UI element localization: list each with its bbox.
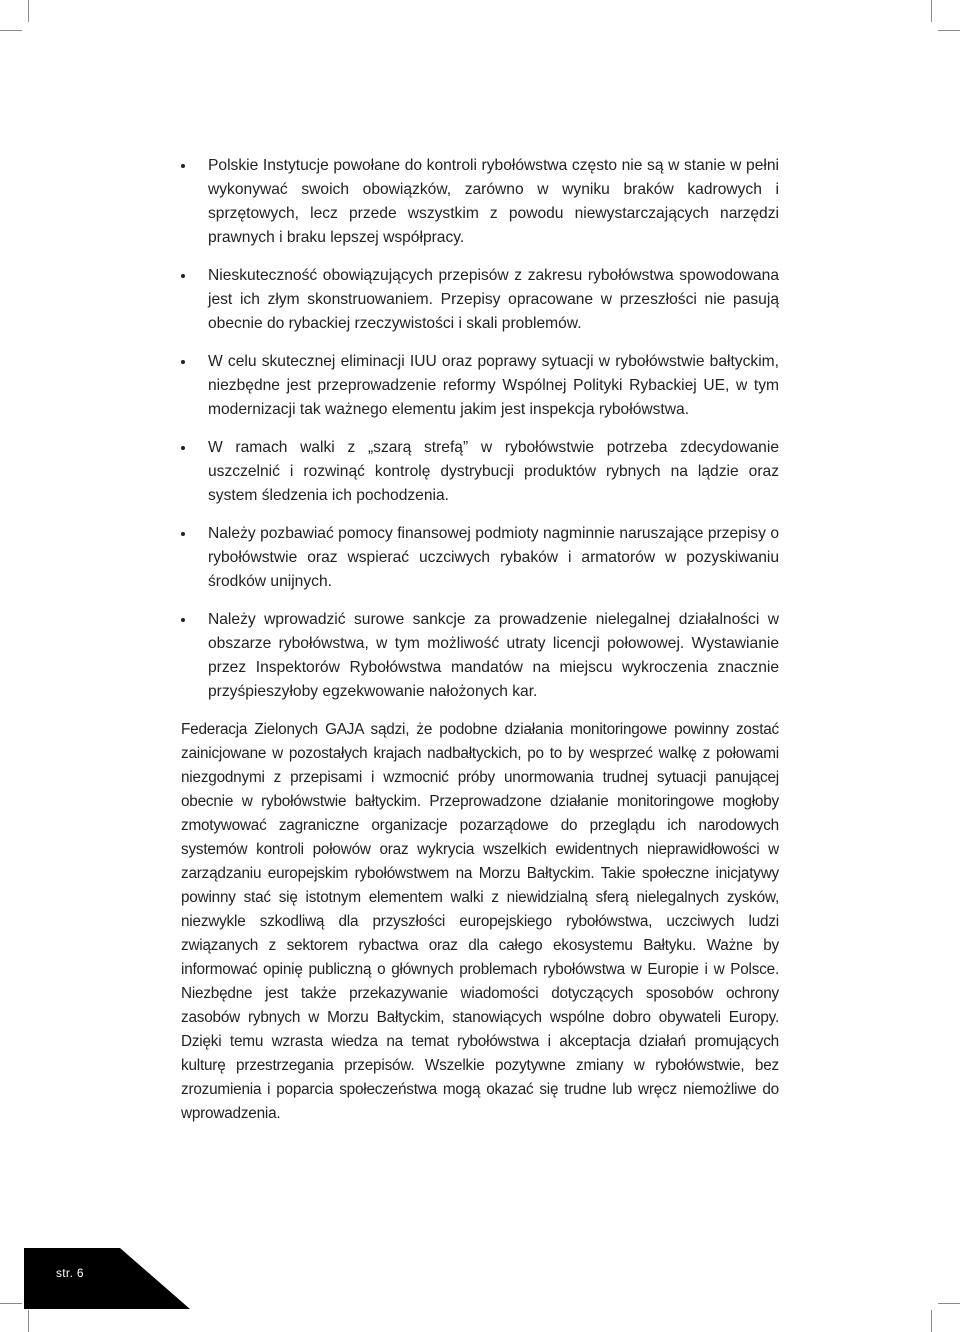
crop-mark-bottom-left xyxy=(28,1310,29,1332)
bullet-icon xyxy=(181,618,185,622)
list-item xyxy=(181,264,779,336)
bullet-icon xyxy=(181,446,185,450)
list-item-text: Należy pozbawiać pomocy finansowej podmioty nagminnie naruszające przepisy o rybołówstwie oraz wspierać uczciwych rybaków i armatorów w pozyskiwaniu środków unijnych. xyxy=(208,525,779,590)
summary-paragraph: Federacja Zielonych GAJA sądzi, że podobne działania monitoringowe powinny zostać zainicjowane w pozostałych krajach nadbałtyckich, po to by wesprzeć walkę z połowami niezgodnymi z przepisami i wzmocnić próby unormowania trudnej sytuacji panującej obecnie w rybołówstwie bałtyckim. Przeprowadzone działanie monitoringowe mogłoby zmotywować zagraniczne organizacje pozarządowe do przeglądu ich narodowych systemów kontroli połowów oraz wykrycia wszelkich ewidentnych nieprawidłowości w zarządzaniu europejskim rybołówstwem na Morzu Bałtyckim. Takie społeczne inicjatywy powinny stać się istotnym elementem walki z niewidzialną sferą nielegalnych zysków, niezwykle szkodliwą dla przyszłości europejskiego rybołówstwa, uczciwych ludzi związanych z sektorem rybactwa oraz dla całego ekosystemu Bałtyku. Ważne by informować opinię publiczną o głównych problemach rybołówstwa w Europie i w Polsce. Niezbędne jest także przekazywanie wiadomości dotyczących sposobów ochrony zasobów rybnych w Morzu Bałtyckim, stanowiących wspólne dobro obywateli Europy. Dzięki temu wzrasta wiedza na temat rybołówstwa i akceptacja działań promujących kulturę przestrzegania przepisów. Wszelkie pozytywne zmiany w rybołówstwie, bez zrozumienia i poparcia społeczeństwa mogą okazać się trudne lub wręcz niemożliwe do wprowadzenia. xyxy=(181,721,779,1122)
crop-mark-top-left-h xyxy=(0,30,22,31)
list-item-text: Nieskuteczność obowiązujących przepisów z zakresu rybołówstwa spowodowana jest ich złym skonstruowaniem. Przepisy opracowane w przeszłości nie pasują obecnie do rybackiej rzeczywistości i skali problemów. xyxy=(208,267,779,332)
crop-mark-bottom-right-h xyxy=(938,1303,960,1304)
crop-mark-top-right xyxy=(931,0,932,22)
list-item-text: Polskie Instytucje powołane do kontroli rybołówstwa często nie są w stanie w pełni wykonywać swoich obowiązków, zarówno w wyniku braków kadrowych i sprzętowych, lecz przede wszystkim z powodu niewystarczających narzędzi prawnych i braku lepszej współpracy. xyxy=(208,157,779,246)
page-number: str. 6 xyxy=(56,1266,84,1280)
bullet-icon xyxy=(181,274,185,278)
list-item xyxy=(181,154,779,250)
list-item xyxy=(181,522,779,594)
badge-shape xyxy=(24,1248,190,1309)
bullet-icon xyxy=(181,164,185,168)
page-content xyxy=(181,154,779,1126)
crop-mark-bottom-left-h xyxy=(0,1303,22,1304)
list-item-text: Należy wprowadzić surowe sankcje za prowadzenie nielegalnej działalności w obszarze rybołówstwa, w tym możliwość utraty licencji połowowej. Wystawianie przez Inspektorów Rybołówstwa mandatów na miejscu wykroczenia znacznie przyśpieszyłoby egzekwowanie nałożonych kar. xyxy=(208,611,779,700)
list-item xyxy=(181,350,779,422)
bullet-icon xyxy=(181,360,185,364)
conclusions-list xyxy=(181,154,779,704)
crop-mark-bottom-right xyxy=(931,1310,932,1332)
list-item-text: W celu skutecznej eliminacji IUU oraz poprawy sytuacji w rybołówstwie bałtyckim, niezbędne jest przeprowadzenie reformy Wspólnej Polityki Rybackiej UE, w tym modernizacji tak ważnego elementu jakim jest inspekcja rybołówstwa. xyxy=(208,353,779,418)
page-number-badge xyxy=(24,1248,190,1309)
crop-mark-top-left xyxy=(28,0,29,22)
crop-mark-top-right-h xyxy=(938,30,960,31)
list-item xyxy=(181,436,779,508)
list-item xyxy=(181,608,779,704)
bullet-icon xyxy=(181,532,185,536)
list-item-text: W ramach walki z „szarą strefą” w rybołówstwie potrzeba zdecydowanie uszczelnić i rozwinąć kontrolę dystrybucji produktów rybnych na lądzie oraz system śledzenia ich pochodzenia. xyxy=(208,439,779,504)
